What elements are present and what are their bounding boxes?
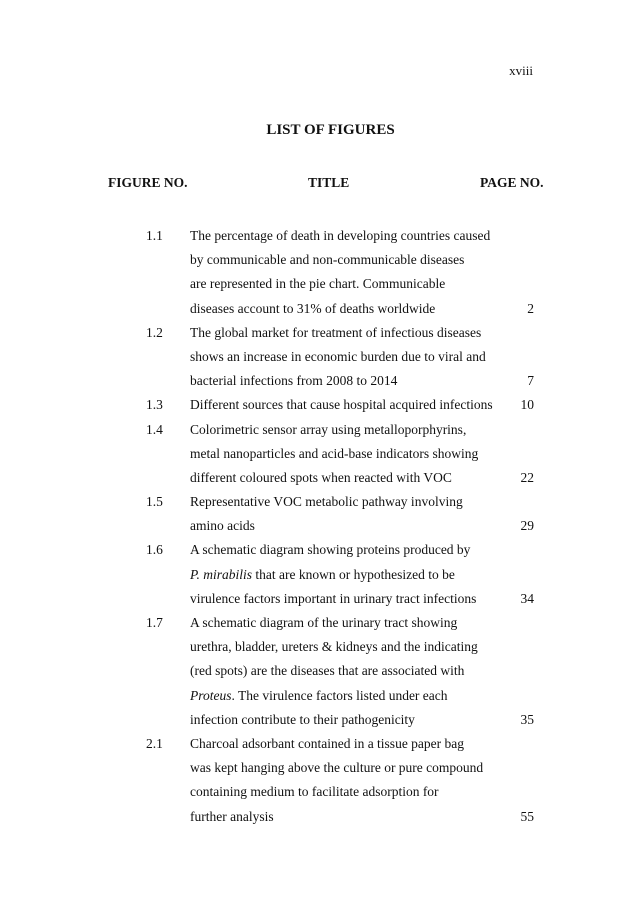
- figure-entry: [0, 490, 639, 538]
- figure-title-text: virulence factors important in urinary tract infections: [190, 590, 477, 606]
- figure-title-text: different coloured spots when reacted with VOC: [190, 469, 452, 485]
- figure-page-number: 7: [527, 373, 534, 389]
- figure-page-number: 55: [520, 808, 534, 824]
- figure-number: 1.7: [146, 615, 163, 630]
- figure-entry: [0, 224, 639, 321]
- figure-title-text: Representative VOC metabolic pathway involving: [190, 494, 463, 510]
- figure-title-text: urethra, bladder, ureters & kidneys and the indicating: [190, 639, 478, 655]
- figure-page-number: 22: [520, 469, 534, 485]
- figure-title-text: The global market for treatment of infectious diseases: [190, 324, 482, 340]
- species-name: Proteus: [190, 687, 232, 703]
- figure-title-text: A schematic diagram showing proteins produced by: [190, 542, 471, 558]
- figure-entry-line: [0, 418, 639, 442]
- figure-entry-line: [0, 756, 639, 780]
- figure-entry: [0, 393, 639, 417]
- figure-entry-line: [0, 321, 639, 345]
- figure-entry: [0, 611, 639, 732]
- figure-entry-line: [0, 684, 639, 708]
- figure-title-text: Proteus. The virulence factors listed under each: [190, 687, 448, 703]
- figure-title-text: diseases account to 31% of deaths worldwide: [190, 300, 436, 316]
- figure-entry-line: [0, 780, 639, 804]
- figure-title-text: shows an increase in economic burden due to viral and: [190, 348, 486, 364]
- figure-page-number: 10: [520, 397, 534, 413]
- figure-entry-line: [0, 708, 639, 732]
- figure-entry-line: [0, 587, 639, 611]
- figure-page-number: 35: [520, 711, 534, 727]
- figure-entry-line: [0, 659, 639, 683]
- column-header-figure-no: FIGURE NO.: [108, 175, 188, 190]
- figure-title-text: by communicable and non-communicable diseases: [190, 252, 465, 268]
- page-number: xviii: [509, 63, 533, 78]
- figure-title-text: Charcoal adsorbant contained in a tissue paper bag: [190, 735, 465, 751]
- figure-entry-line: [0, 805, 639, 829]
- figure-entry-line: [0, 732, 639, 756]
- figure-title-text: A schematic diagram of the urinary tract showing: [190, 615, 458, 630]
- figure-number: 1.6: [146, 542, 163, 558]
- figure-title-text: Colorimetric sensor array using metalloporphyrins,: [190, 421, 467, 437]
- figure-entry: [0, 732, 639, 829]
- figure-entry-line: [0, 272, 639, 296]
- figure-title-text: bacterial infections from 2008 to 2014: [190, 373, 398, 389]
- figure-entry-line: [0, 297, 639, 321]
- figure-entry-line: [0, 466, 639, 490]
- figure-number: 1.5: [146, 494, 163, 510]
- figure-entry-line: [0, 224, 639, 248]
- figure-page-number: 34: [520, 590, 534, 606]
- figure-entry-line: [0, 611, 639, 635]
- figure-entry: [0, 538, 639, 611]
- figure-entry-line: [0, 538, 639, 562]
- figure-title-text: further analysis: [190, 808, 274, 824]
- column-header-page-no: PAGE NO.: [480, 175, 544, 190]
- figure-number: 1.3: [146, 397, 163, 413]
- figure-entry-line: [0, 563, 639, 587]
- figure-title-text: metal nanoparticles and acid-base indicators showing: [190, 445, 479, 461]
- figure-entry: [0, 321, 639, 394]
- figure-title-text: infection contribute to their pathogenicity: [190, 711, 415, 727]
- figure-number: 1.1: [146, 228, 163, 243]
- figure-entry-line: [0, 490, 639, 514]
- figure-entry-line: [0, 635, 639, 659]
- page-title: LIST OF FIGURES: [266, 122, 395, 138]
- figure-number: 2.1: [146, 735, 163, 751]
- figure-entry-line: [0, 248, 639, 272]
- figure-number: 1.2: [146, 324, 163, 340]
- figure-title-text: (red spots) are the diseases that are associated with: [190, 663, 465, 679]
- figure-number: 1.4: [146, 421, 163, 437]
- figure-entry-line: [0, 442, 639, 466]
- figure-entry-line: [0, 393, 639, 417]
- column-header-title: TITLE: [308, 175, 350, 190]
- figure-title-text: amino acids: [190, 518, 255, 534]
- figure-title-text: Different sources that cause hospital acquired infections: [190, 397, 493, 413]
- figure-entry-line: [0, 369, 639, 393]
- figure-title-text: containing medium to facilitate adsorption for: [190, 784, 439, 800]
- figure-list: [0, 224, 639, 829]
- figure-title-text: P. mirabilis that are known or hypothesized to be: [190, 566, 455, 582]
- figure-title-text: was kept hanging above the culture or pure compound: [190, 760, 484, 776]
- species-name: P. mirabilis: [190, 566, 253, 582]
- figure-entry-line: [0, 514, 639, 538]
- figure-page-number: 2: [527, 300, 534, 316]
- figure-entry-line: [0, 345, 639, 369]
- figure-entry: [0, 418, 639, 491]
- figure-page-number: 29: [520, 518, 534, 534]
- figure-title-text: The percentage of death in developing countries caused: [190, 228, 491, 243]
- figure-title-text: are represented in the pie chart. Communicable: [190, 276, 446, 292]
